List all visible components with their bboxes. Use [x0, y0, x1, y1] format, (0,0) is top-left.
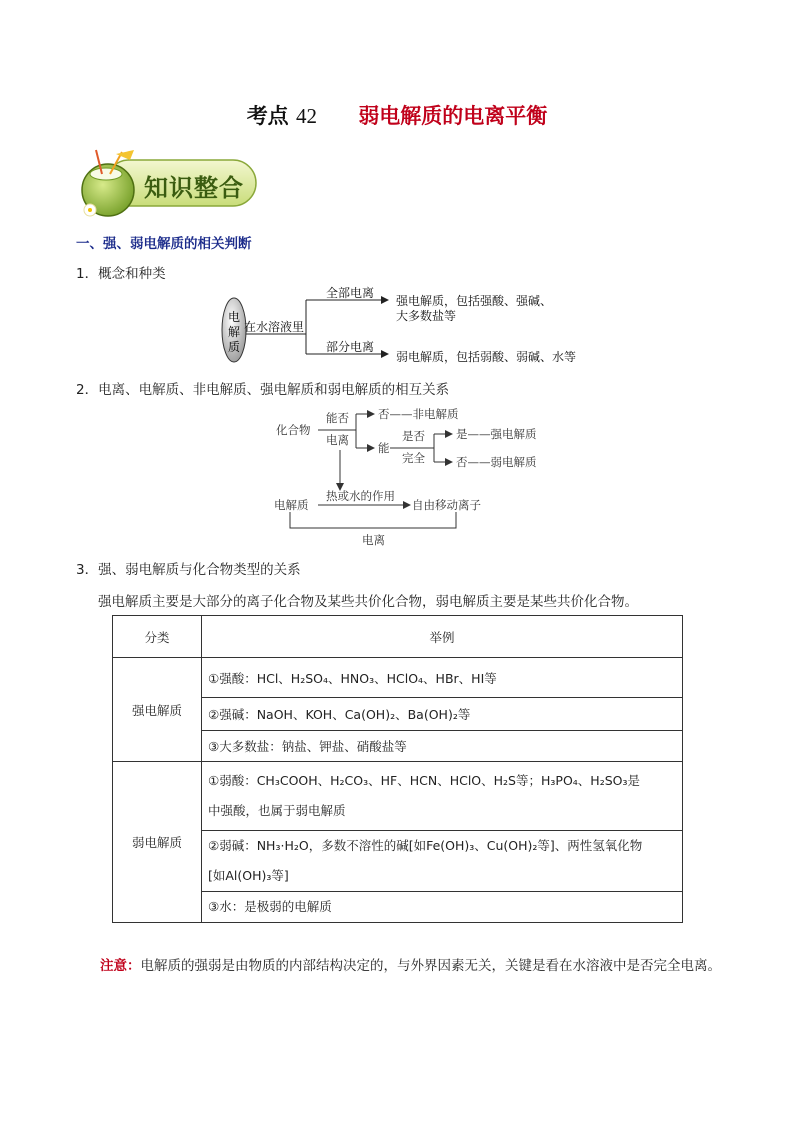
item2-label: 2．电离、电解质、非电解质、强电解质和弱电解质的相互关系	[76, 382, 450, 398]
table-row	[113, 762, 683, 831]
page-title	[0, 100, 794, 130]
strong-electrolyte-label: 是——强电解质	[456, 427, 537, 441]
weak-electrolyte-cell: 弱电解质	[113, 762, 202, 923]
note-paragraph	[76, 950, 736, 983]
title-main: 弱电解质的电离平衡	[358, 103, 548, 128]
header-examples: 举例	[202, 616, 683, 658]
table-row	[113, 658, 683, 698]
water-cell: ③水：是极弱的电解质	[202, 892, 683, 923]
title-prefix: 考点	[246, 103, 289, 128]
ionization-label: 电离	[362, 533, 385, 547]
strong-electrolyte-cell: 强电解质	[113, 658, 202, 762]
item3-label: 3．强、弱电解质与化合物类型的关系	[76, 562, 301, 578]
salt-cell: ③大多数盐：钠盐、钾盐、硝酸盐等	[202, 731, 683, 762]
compound-label: 化合物	[276, 423, 311, 437]
badge-label: 知识整合	[144, 173, 244, 202]
note-label: 注意：	[100, 958, 141, 974]
electrolyte-label: 电解质	[274, 498, 309, 512]
complete-top: 是否	[402, 429, 425, 443]
title-number: 42	[296, 104, 317, 128]
knowledge-badge	[76, 148, 260, 222]
bottom-branch-label: 部分电离	[326, 340, 375, 354]
weak-electrolyte-label: 否——弱电解质	[456, 455, 537, 469]
oval-label: 电 解 质	[227, 310, 240, 354]
top-branch-label: 全部电离	[326, 286, 375, 300]
relation-diagram	[270, 402, 590, 552]
heat-water-label: 热或水的作用	[326, 489, 395, 503]
table-header-row	[113, 616, 683, 658]
strong-result-line1: 强电解质，包括强酸、强碱、	[396, 294, 553, 308]
condition-label: 在水溶液里	[244, 320, 305, 334]
non-electrolyte-label: 否——非电解质	[378, 407, 459, 421]
strong-base-cell: ②强碱：NaOH、KOH、Ca(OH)₂、Ba(OH)₂等	[202, 698, 683, 731]
header-category: 分类	[113, 616, 202, 658]
weak-base-cell: ②弱碱：NH₃·H₂O，多数不溶性的碱[如Fe(OH)₃、Cu(OH)₂等]、两性氢氧化物 [如Al(OH)₃等]	[202, 831, 683, 892]
strong-result-line2: 大多数盐等	[396, 309, 457, 323]
can-ionize-bottom: 电离	[326, 433, 349, 447]
weak-result: 弱电解质，包括弱酸、弱碱、水等	[396, 350, 577, 364]
concept-diagram	[218, 288, 638, 368]
free-ions-label: 自由移动离子	[412, 498, 481, 512]
yes-label: 能	[378, 441, 390, 455]
section-heading: 一、强、弱电解质的相关判断	[76, 236, 252, 252]
complete-bottom: 完全	[402, 451, 425, 465]
weak-acid-cell: ①弱酸：CH₃COOH、H₂CO₃、HF、HCN、HClO、H₂S等；H₃PO₄、H₂SO₃是 中强酸，也属于弱电解质	[202, 762, 683, 831]
strong-acid-cell: ①强酸：HCl、H₂SO₄、HNO₃、HClO₄、HBr、HI等	[202, 658, 683, 698]
note-text: 电解质的强弱是由物质的内部结构决定的，与外界因素无关，关键是看在水溶液中是否完全电离。	[140, 958, 721, 974]
electrolyte-table	[112, 615, 683, 923]
item1-label: 1．概念和种类	[76, 266, 166, 282]
intro-paragraph: 强电解质主要是大部分的离子化合物及某些共价化合物，弱电解质主要是某些共价化合物。	[98, 594, 638, 610]
can-ionize-top: 能否	[326, 411, 349, 425]
